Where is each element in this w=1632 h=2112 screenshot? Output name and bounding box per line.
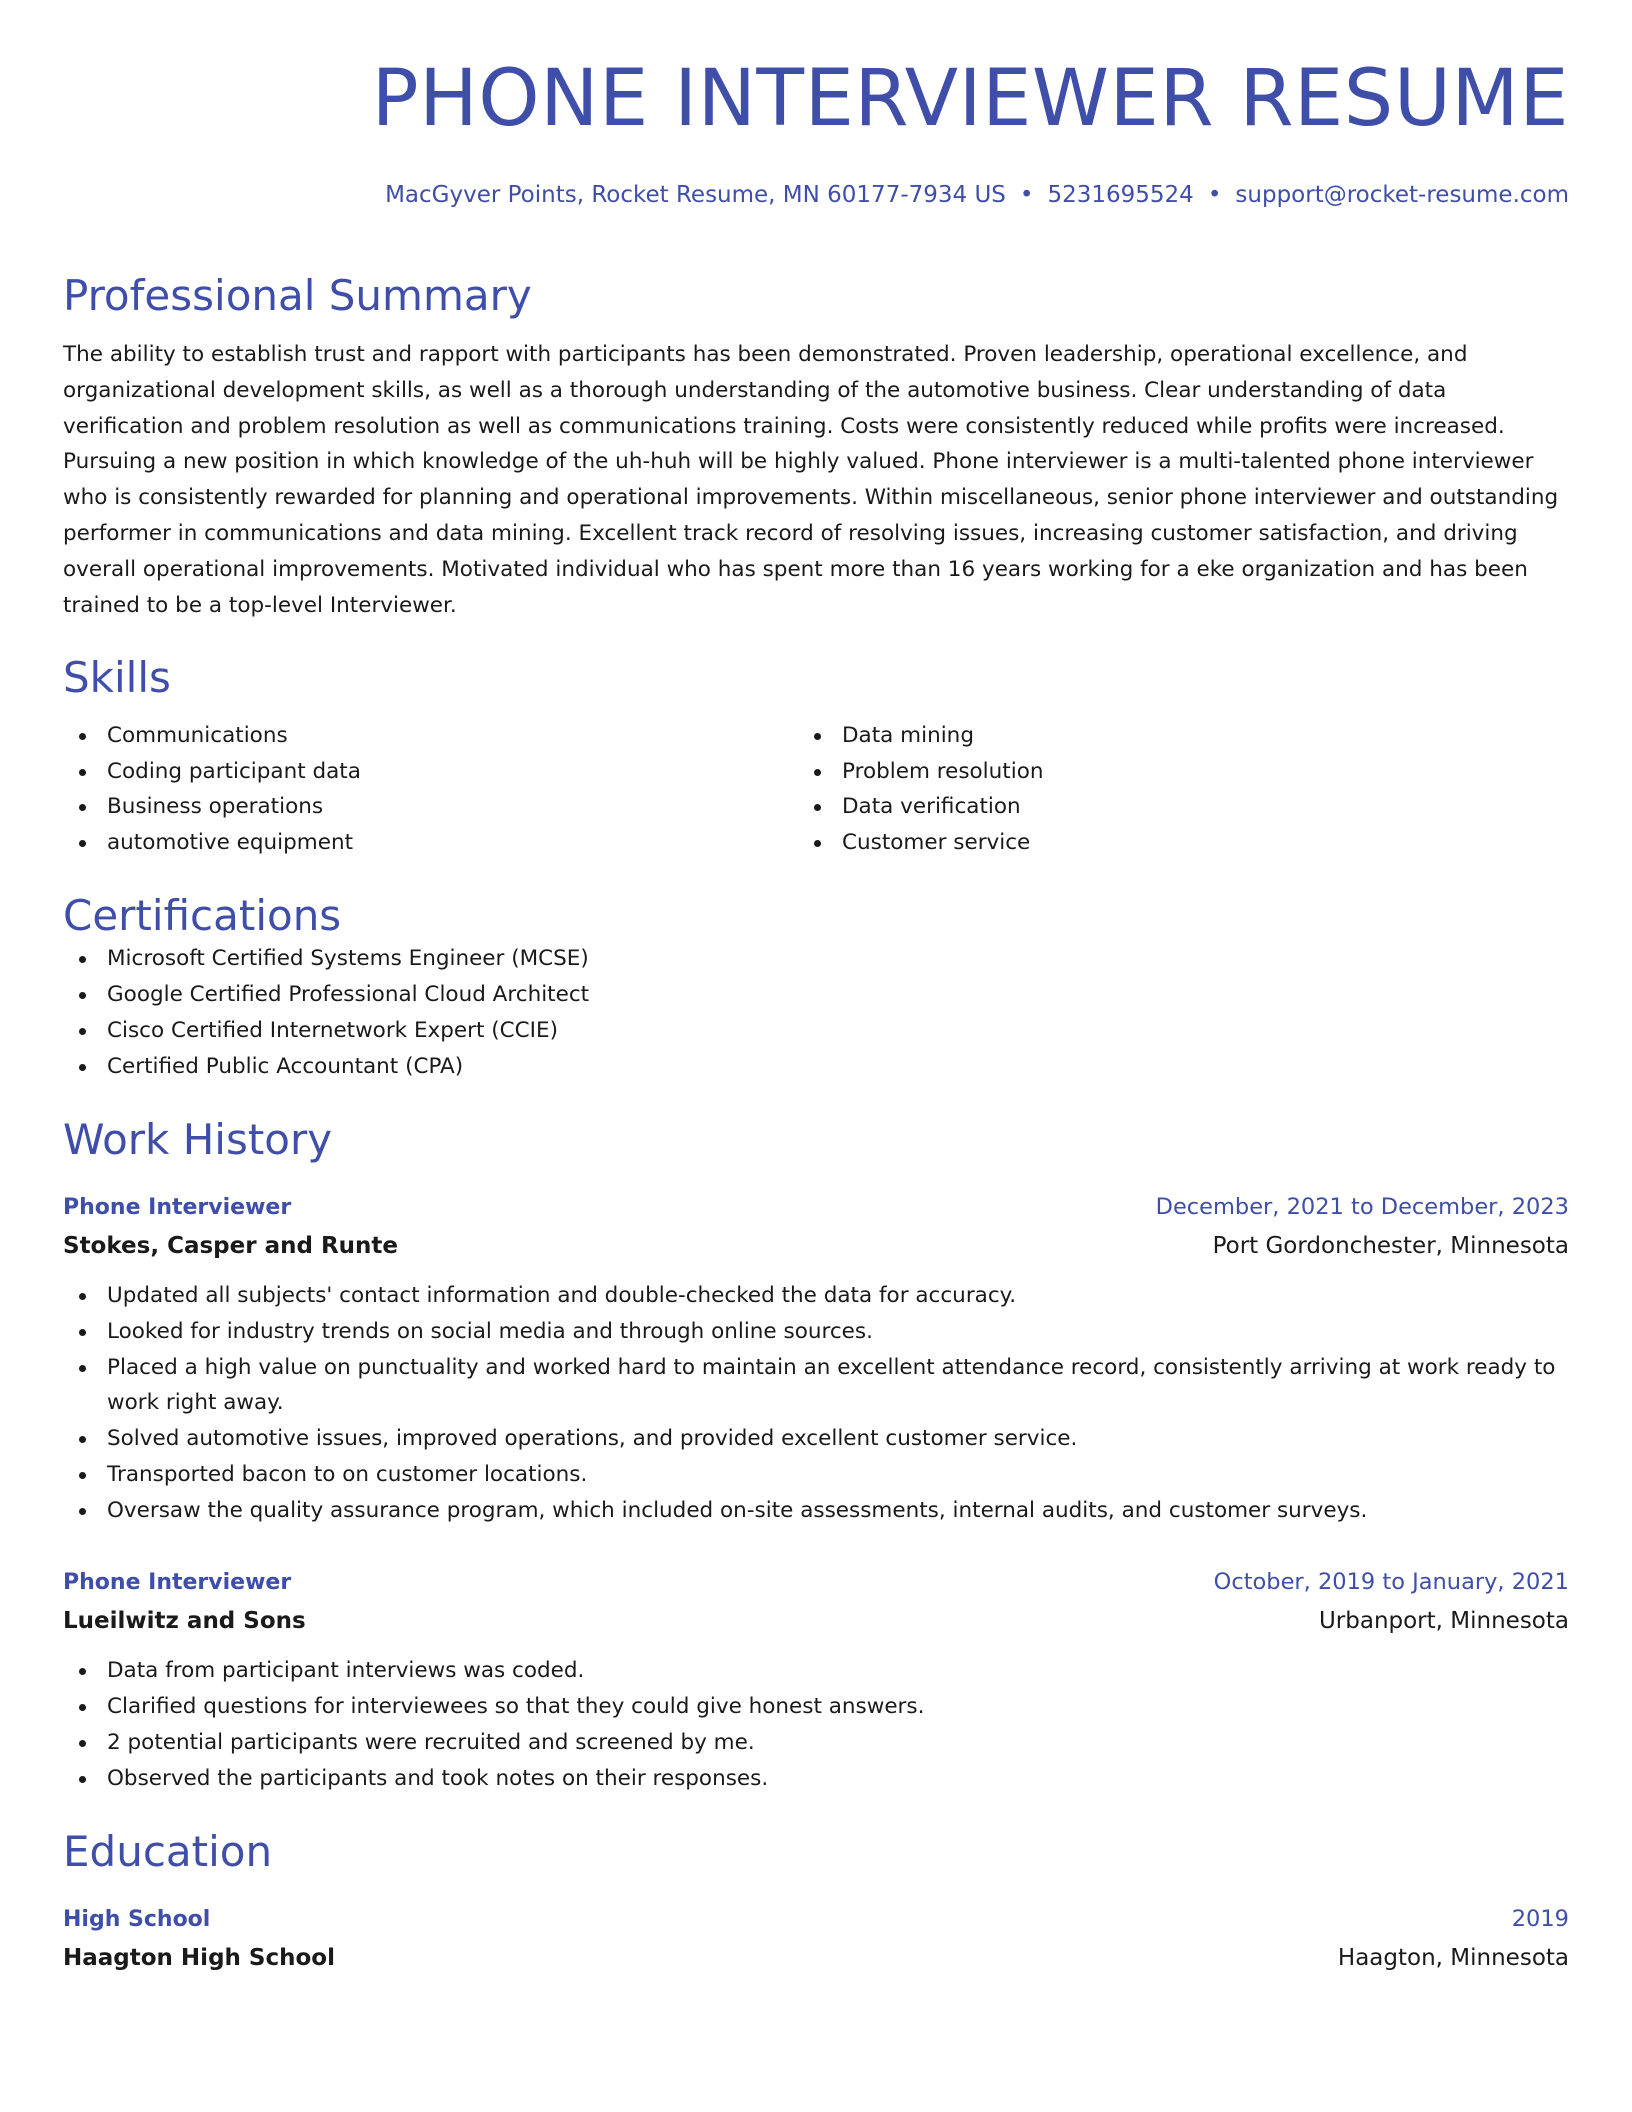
- job-header-row: [63, 1189, 1569, 1226]
- skill-item: Business operations: [63, 789, 798, 825]
- job-duty: Transported bacon to on customer locations.: [63, 1457, 1569, 1493]
- education-header-row: [63, 1901, 1569, 1938]
- skill-item: Customer service: [798, 825, 1043, 861]
- job-header-row: [63, 1564, 1569, 1601]
- education-school-row: [63, 1938, 1569, 1978]
- job-entry: [63, 1189, 1569, 1529]
- skill-item: automotive equipment: [63, 825, 798, 861]
- education-school: Haagton High School: [63, 1945, 335, 1972]
- resume-title: PHONE INTERVIEWER RESUME: [371, 54, 1569, 144]
- certifications-section: [63, 891, 1569, 1085]
- skills-column-right: [798, 718, 1043, 861]
- skills-column-left: [63, 718, 798, 861]
- job-duty: Updated all subjects' contact information and double-checked the data for accuracy.: [63, 1278, 1569, 1314]
- education-section: [63, 1827, 1569, 1978]
- education-entry: [63, 1901, 1569, 1978]
- skills-heading: Skills: [63, 653, 171, 703]
- job-duty: Looked for industry trends on social media and through online sources.: [63, 1314, 1569, 1350]
- job-duties-list: [63, 1278, 1569, 1529]
- certifications-list: [63, 941, 1569, 1084]
- certification-item: Cisco Certified Internetwork Expert (CCIE): [63, 1013, 1569, 1049]
- work-history-heading: Work History: [63, 1114, 333, 1164]
- summary-heading: Professional Summary: [63, 270, 532, 320]
- work-history-section: [63, 1115, 1569, 1797]
- certification-item: Google Certified Professional Cloud Architect: [63, 977, 1569, 1013]
- job-duty: Oversaw the quality assurance program, which included on-site assessments, internal audits, and customer surveys.: [63, 1493, 1569, 1529]
- contact-separator: •: [1207, 182, 1222, 208]
- contact-address: MacGyver Points, Rocket Resume, MN 60177-7934 US: [385, 182, 1006, 208]
- job-duty: Observed the participants and took notes on their responses.: [63, 1761, 1569, 1797]
- job-company: Stokes, Casper and Runte: [63, 1232, 398, 1259]
- certification-item: Microsoft Certified Systems Engineer (MCSE): [63, 941, 1569, 977]
- contact-line: [63, 182, 1569, 210]
- job-location: Urbanport, Minnesota: [1318, 1608, 1569, 1635]
- education-location: Haagton, Minnesota: [1337, 1945, 1569, 1972]
- certification-item: Certified Public Accountant (CPA): [63, 1049, 1569, 1085]
- skills-section: [63, 653, 1569, 861]
- job-duty: Data from participant interviews was coded.: [63, 1653, 1569, 1689]
- contact-separator: •: [1019, 182, 1034, 208]
- job-title: Phone Interviewer: [63, 1570, 292, 1596]
- skills-grid: [63, 718, 1569, 861]
- job-duty: 2 potential participants were recruited and screened by me.: [63, 1725, 1569, 1761]
- skill-item: Coding participant data: [63, 754, 798, 790]
- contact-phone[interactable]: 5231695524: [1047, 182, 1194, 208]
- job-title: Phone Interviewer: [63, 1194, 292, 1220]
- education-heading: Education: [63, 1826, 273, 1876]
- skill-item: Data mining: [798, 718, 1043, 754]
- job-duty: Clarified questions for interviewees so that they could give honest answers.: [63, 1689, 1569, 1725]
- education-year: 2019: [1511, 1906, 1569, 1933]
- skill-item: Problem resolution: [798, 754, 1043, 790]
- job-company: Lueilwitz and Sons: [63, 1608, 306, 1635]
- job-dates: October, 2019 to January, 2021: [1213, 1569, 1569, 1596]
- job-company-row: [63, 1601, 1569, 1641]
- skill-item: Data verification: [798, 789, 1043, 825]
- summary-text: The ability to establish trust and rapport with participants has been demonstrated. Proven leadership, operational excellence, and organizational development skills, as well as a thorough understanding of the automotive business. Clear understanding of data verification and problem resolution as well as communications training. Costs were consistently reduced while profits were increased. Pursuing a new position in which knowledge of the uh-huh will be highly valued. Phone interviewer is a multi-talented phone interviewer who is consistently rewarded for planning and operational improvements. Within miscellaneous, senior phone interviewer and outstanding performer in communications and data mining. Excellent track record of resolving issues, increasing customer satisfaction, and driving overall operational improvements. Motivated individual who has spent more than 16 years working for a eke organization and has been trained to be a top-level Interviewer.: [63, 341, 1559, 618]
- skill-item: Communications: [63, 718, 798, 754]
- summary-section: [63, 271, 1569, 624]
- job-dates: December, 2021 to December, 2023: [1155, 1193, 1569, 1220]
- certifications-heading: Certifications: [63, 890, 342, 940]
- education-degree: High School: [63, 1907, 211, 1933]
- job-location: Port Gordonchester, Minnesota: [1212, 1232, 1569, 1259]
- job-entry: [63, 1564, 1569, 1796]
- job-duty: Placed a high value on punctuality and worked hard to maintain an excellent attendance record, consistently arriving at work ready to work right away.: [63, 1350, 1569, 1422]
- resume-header: [63, 54, 1569, 210]
- job-duty: Solved automotive issues, improved operations, and provided excellent customer service.: [63, 1421, 1569, 1457]
- job-duties-list: [63, 1653, 1569, 1796]
- job-company-row: [63, 1226, 1569, 1266]
- contact-email[interactable]: support@rocket-resume.com: [1235, 182, 1569, 208]
